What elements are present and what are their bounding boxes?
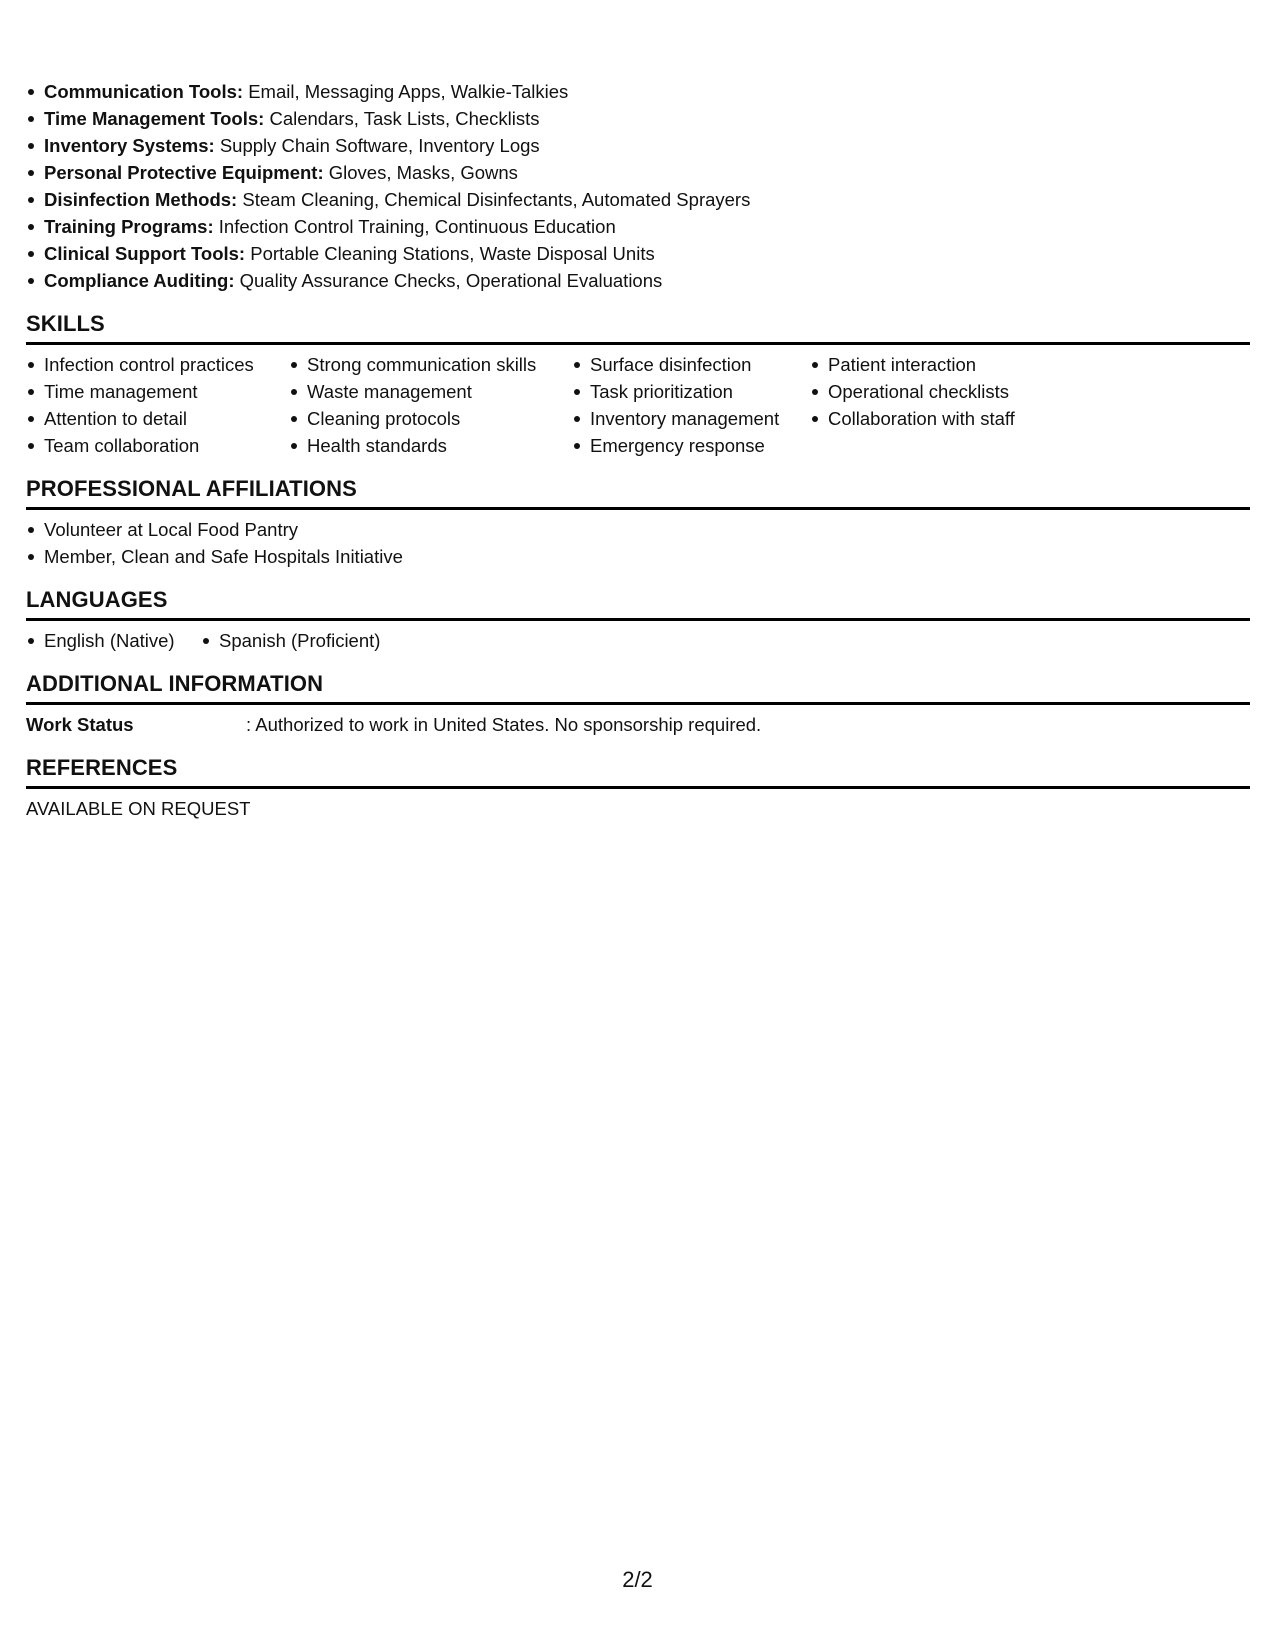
list-item: Operational checklists xyxy=(810,378,1070,405)
affiliations-heading: PROFESSIONAL AFFILIATIONS xyxy=(26,476,1250,510)
page-number: 2/2 xyxy=(622,1567,653,1592)
skills-column xyxy=(289,351,572,459)
list-item: Time Management Tools: Calendars, Task Lists, Checklists xyxy=(26,105,1250,132)
list-item: Emergency response xyxy=(572,432,810,459)
skills-column xyxy=(572,351,810,459)
list-item: Member, Clean and Safe Hospitals Initiative xyxy=(26,543,1250,570)
languages-list xyxy=(26,627,1250,654)
list-item: Surface disinfection xyxy=(572,351,810,378)
affiliations-list xyxy=(26,516,1250,570)
list-item: Cleaning protocols xyxy=(289,405,572,432)
skills-grid xyxy=(26,351,1250,459)
list-item: Inventory Systems: Supply Chain Software, Inventory Logs xyxy=(26,132,1250,159)
additional-info-heading: ADDITIONAL INFORMATION xyxy=(26,671,1250,705)
list-item: Disinfection Methods: Steam Cleaning, Chemical Disinfectants, Automated Sprayers xyxy=(26,186,1250,213)
list-item: Collaboration with staff xyxy=(810,405,1070,432)
list-item: Compliance Auditing: Quality Assurance Checks, Operational Evaluations xyxy=(26,267,1250,294)
list-item: Waste management xyxy=(289,378,572,405)
references-text: AVAILABLE ON REQUEST xyxy=(26,798,251,819)
list-item: Communication Tools: Email, Messaging Apps, Walkie-Talkies xyxy=(26,78,1250,105)
list-item: Training Programs: Infection Control Training, Continuous Education xyxy=(26,213,1250,240)
list-item: Attention to detail xyxy=(26,405,289,432)
list-item: Patient interaction xyxy=(810,351,1070,378)
work-status-value: : Authorized to work in United States. No sponsorship required. xyxy=(246,714,762,735)
list-item: Time management xyxy=(26,378,289,405)
work-status-label: Work Status xyxy=(26,714,134,735)
list-item: Team collaboration xyxy=(26,432,289,459)
list-item: English (Native) xyxy=(26,627,201,654)
languages-heading: LANGUAGES xyxy=(26,587,1250,621)
skills-column xyxy=(26,351,289,459)
skills-column xyxy=(810,351,1070,459)
list-item: Personal Protective Equipment: Gloves, Masks, Gowns xyxy=(26,159,1250,186)
tools-list xyxy=(26,78,1250,294)
list-item: Volunteer at Local Food Pantry xyxy=(26,516,1250,543)
resume-content xyxy=(26,78,1250,822)
list-item: Spanish (Proficient) xyxy=(201,627,380,654)
list-item: Clinical Support Tools: Portable Cleaning Stations, Waste Disposal Units xyxy=(26,240,1250,267)
list-item: Task prioritization xyxy=(572,378,810,405)
skills-heading: SKILLS xyxy=(26,311,1250,345)
work-status-row xyxy=(26,711,1250,738)
references-heading: REFERENCES xyxy=(26,755,1250,789)
list-item: Infection control practices xyxy=(26,351,289,378)
list-item: Health standards xyxy=(289,432,572,459)
list-item: Inventory management xyxy=(572,405,810,432)
list-item: Strong communication skills xyxy=(289,351,572,378)
